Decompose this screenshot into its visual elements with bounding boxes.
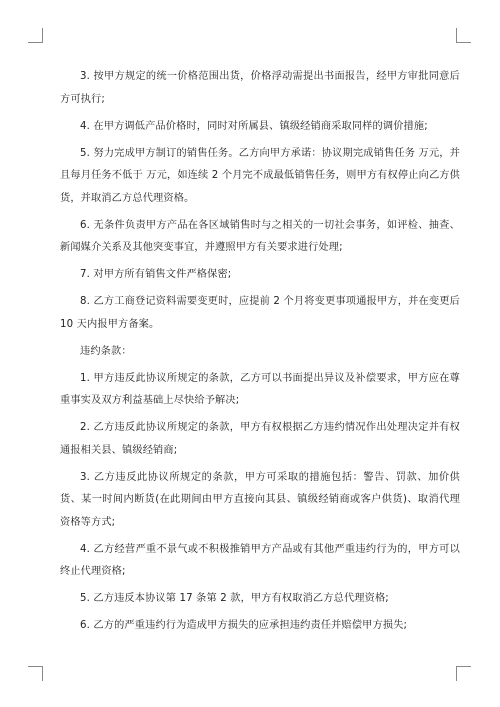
crop-mark-bottom-left xyxy=(28,666,43,681)
clause-paragraph: 8. 乙方工商登记资料需要变更时，应提前 2 个月将变更事项通报甲方，并在变更后 10 天内报甲方备案。 xyxy=(60,296,460,330)
clause-paragraph: 4. 在甲方调低产品价格时，同时对所属县、镇级经销商采取同样的调价措施; xyxy=(80,120,428,132)
crop-mark-bottom-right xyxy=(456,666,471,681)
clause-paragraph: 6. 无条件负责甲方产品在各区域销售时与之相关的一切社会事务，如评检、抽查、新闻媒介关系及其他突变事宜，并遵照甲方有关要求进行处理; xyxy=(60,219,460,253)
clause-paragraph: 5. 努力完成甲方制订的销售任务。乙方向甲方承诺：协议期完成销售任务 万元，并且每月任务不低于 万元，如连续 2 个月完不成最低销售任务，则甲方有权停止向乙方供货，并取消乙方总代理资格。 xyxy=(60,147,460,204)
section-heading-breach-terms: 违约条款： xyxy=(80,345,132,357)
clause-paragraph: 5. 乙方违反本协议第 17 条第 2 款，甲方有权取消乙方总代理资格; xyxy=(80,593,389,604)
clause-paragraph: 3. 乙方违反此协议所规定的条款，甲方可采取的措施包括：警告、罚款、加价供货、某一时间内断货(在此期间由甲方直接向其县、镇级经销商或客户供货)、取消代理资格等方式; xyxy=(60,471,460,528)
crop-mark-top-left xyxy=(28,28,43,43)
document-body xyxy=(60,66,460,642)
clause-paragraph: 2. 乙方违反此协议所规定的条款，甲方有权根据乙方违约情况作出处理决定并有权通报相关县、镇级经销商; xyxy=(60,422,460,456)
clause-paragraph: 7. 对甲方所有销售文件严格保密; xyxy=(80,269,232,280)
crop-mark-top-right xyxy=(456,28,471,43)
clause-paragraph: 3. 按甲方规定的统一价格范围出货，价格浮动需提出书面报告，经甲方审批同意后方可执行; xyxy=(60,71,460,105)
clause-paragraph: 6. 乙方的严重违约行为造成甲方损失的应承担违约责任并赔偿甲方损失; xyxy=(80,620,408,631)
clause-paragraph: 4. 乙方经营严重不景气或不积极推销甲方产品或有其他严重违约行为的，甲方可以终止代理资格; xyxy=(60,543,460,577)
clause-paragraph: 1. 甲方违反此协议所规定的条款，乙方可以书面提出异议及补偿要求，甲方应在尊重事实及双方利益基础上尽快给予解决; xyxy=(60,372,460,406)
